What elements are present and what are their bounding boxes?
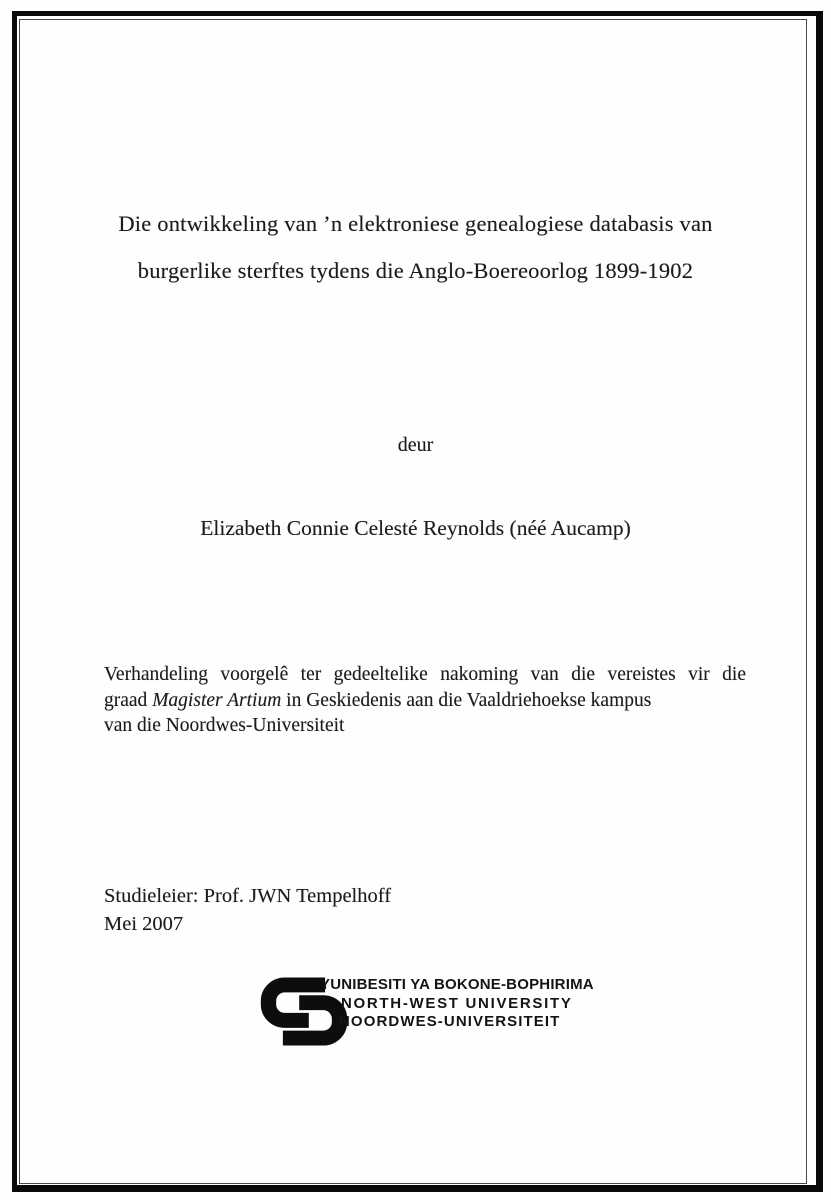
thesis-title <box>70 200 761 294</box>
byline-deur: deur <box>397 434 434 456</box>
nwu-logo-text <box>320 976 594 1032</box>
nwu-logo <box>256 969 596 1059</box>
degree-name: Magister Artium <box>152 689 282 711</box>
logo-line-setswana: YUNIBESITI YA BOKONE-BOPHIRIMA <box>320 976 594 993</box>
submission-statement <box>104 662 746 739</box>
statement-line-3: van die Noordwes-Universiteit <box>104 715 345 736</box>
date-line: Mei 2007 <box>104 913 184 935</box>
supervisor-line: Studieleier: Prof. JWN Tempelhoff <box>104 885 392 907</box>
logo-line-afrikaans: NOORDWES-UNIVERSITEIT <box>339 1013 561 1030</box>
thesis-title-line-2: burgerlike sterftes tydens die Anglo-Boereoorlog 1899-1902 <box>137 258 694 283</box>
statement-line-1: Verhandeling voorgelê ter gedeeltelike nakoming van die vereistes vir die <box>104 664 746 685</box>
statement-line-2-post: in Geskiedenis aan die Vaaldriehoekse kampus <box>281 689 652 711</box>
author-name: Elizabeth Connie Celesté Reynolds (néé Aucamp) <box>200 516 631 540</box>
statement-line-2 <box>104 688 746 714</box>
supervisor-block <box>104 882 391 938</box>
statement-line-2-pre: graad <box>104 689 153 711</box>
thesis-title-line-1: Die ontwikkeling van ’n elektroniese genealogiese databasis van <box>118 211 713 236</box>
logo-line-english: NORTH-WEST UNIVERSITY <box>341 994 573 1012</box>
